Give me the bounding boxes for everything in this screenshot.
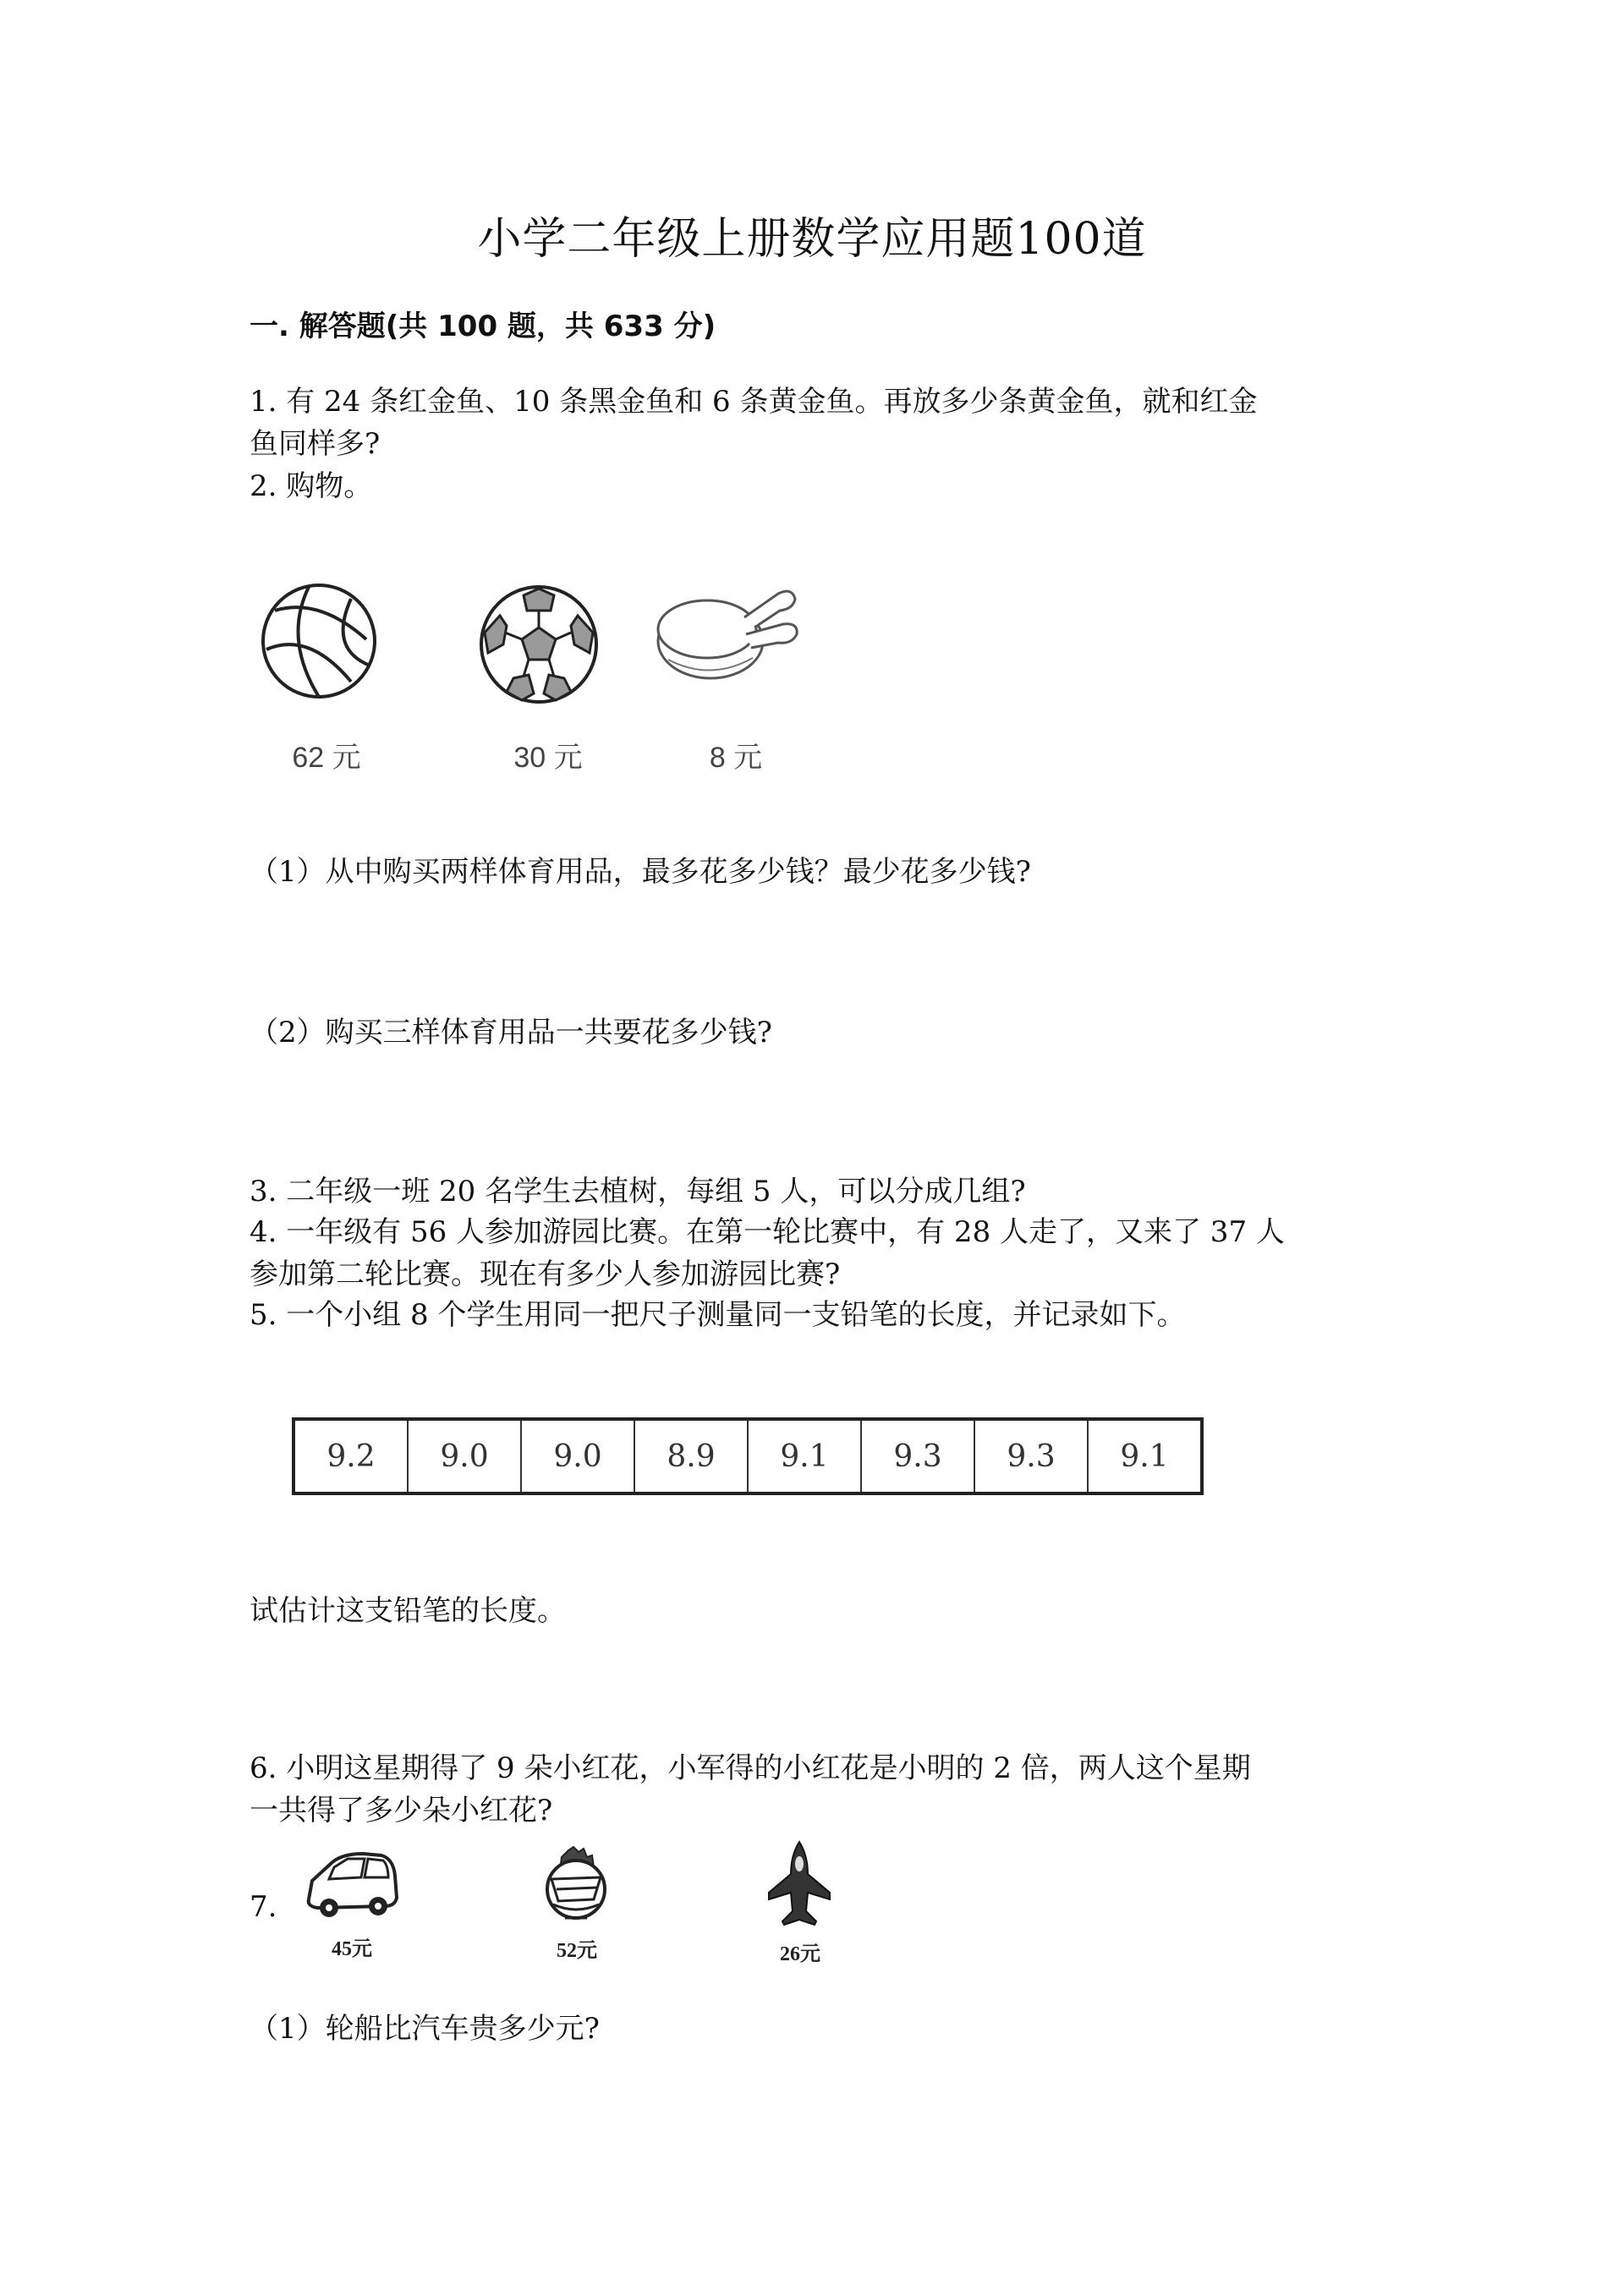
measurement-cell: 9.1 [748, 1419, 861, 1493]
soccer-ball-price: 30 元 [513, 742, 583, 774]
question-1-line-2: 鱼同样多? [250, 427, 381, 461]
section-heading: 一. 解答题(共 100 题，共 633 分) [250, 310, 716, 343]
question-3: 3. 二年级一班 20 名学生去植树，每组 5 人，可以分成几组? [250, 1175, 1026, 1208]
question-2: 2. 购物。 [250, 469, 373, 503]
measurement-cell: 9.2 [294, 1419, 408, 1493]
measurement-cell: 9.0 [408, 1419, 521, 1493]
measurement-cell: 9.1 [1088, 1419, 1202, 1493]
question-6-line-2: 一共得了多少朵小红花? [250, 1794, 553, 1827]
measurement-cell: 9.3 [974, 1419, 1088, 1493]
question-4-line-1: 4. 一年级有 56 人参加游园比赛。在第一轮比赛中，有 28 人走了，又来了 37 人 [250, 1215, 1285, 1249]
toy-car-icon [300, 1847, 402, 1925]
measurement-cell: 9.3 [861, 1419, 974, 1493]
question-7-sub-1: （1）轮船比汽车贵多少元? [250, 2012, 600, 2046]
measurement-table [292, 1417, 1204, 1495]
question-6 [250, 1747, 1417, 1832]
soccer-ball-icon [476, 582, 601, 707]
basketball-icon [258, 580, 380, 702]
question-6-line-1: 6. 小明这星期得了 9 朵小红花，小军得的小红花是小明的 2 倍，两人这个星期 [250, 1751, 1251, 1785]
toy-plane-icon [765, 1840, 833, 1932]
question-2-sub-1: （1）从中购买两样体育用品，最多花多少钱？最少花多少钱? [250, 855, 1031, 889]
ping-pong-paddles-icon [651, 575, 804, 685]
question-1-line-1: 1. 有 24 条红金鱼、10 条黑金鱼和 6 条黄金鱼。再放多少条黄金鱼，就和红金 [250, 385, 1258, 419]
basketball-price: 62 元 [292, 742, 361, 774]
toy-plane-price: 26元 [780, 1943, 820, 1965]
question-5-prompt: 试估计这支铅笔的长度。 [250, 1594, 566, 1628]
question-4 [250, 1211, 1417, 1296]
question-7-number: 7. [250, 1890, 277, 1924]
question-4-line-2: 参加第二轮比赛。现在有多少人参加游园比赛? [250, 1258, 841, 1291]
toy-ship-icon [540, 1845, 612, 1926]
toy-car-price: 45元 [332, 1938, 372, 1960]
measurement-cell: 9.0 [521, 1419, 634, 1493]
ping-pong-paddles-price: 8 元 [709, 742, 763, 774]
question-1 [250, 381, 1417, 465]
toy-ship-price: 52元 [557, 1940, 597, 1962]
measurement-cell: 8.9 [634, 1419, 748, 1493]
question-2-sub-2: （2）购买三样体育用品一共要花多少钱? [250, 1016, 772, 1049]
question-5: 5. 一个小组 8 个学生用同一把尺子测量同一支铅笔的长度，并记录如下。 [250, 1298, 1186, 1332]
page-title: 小学二年级上册数学应用题100道 [477, 214, 1147, 265]
